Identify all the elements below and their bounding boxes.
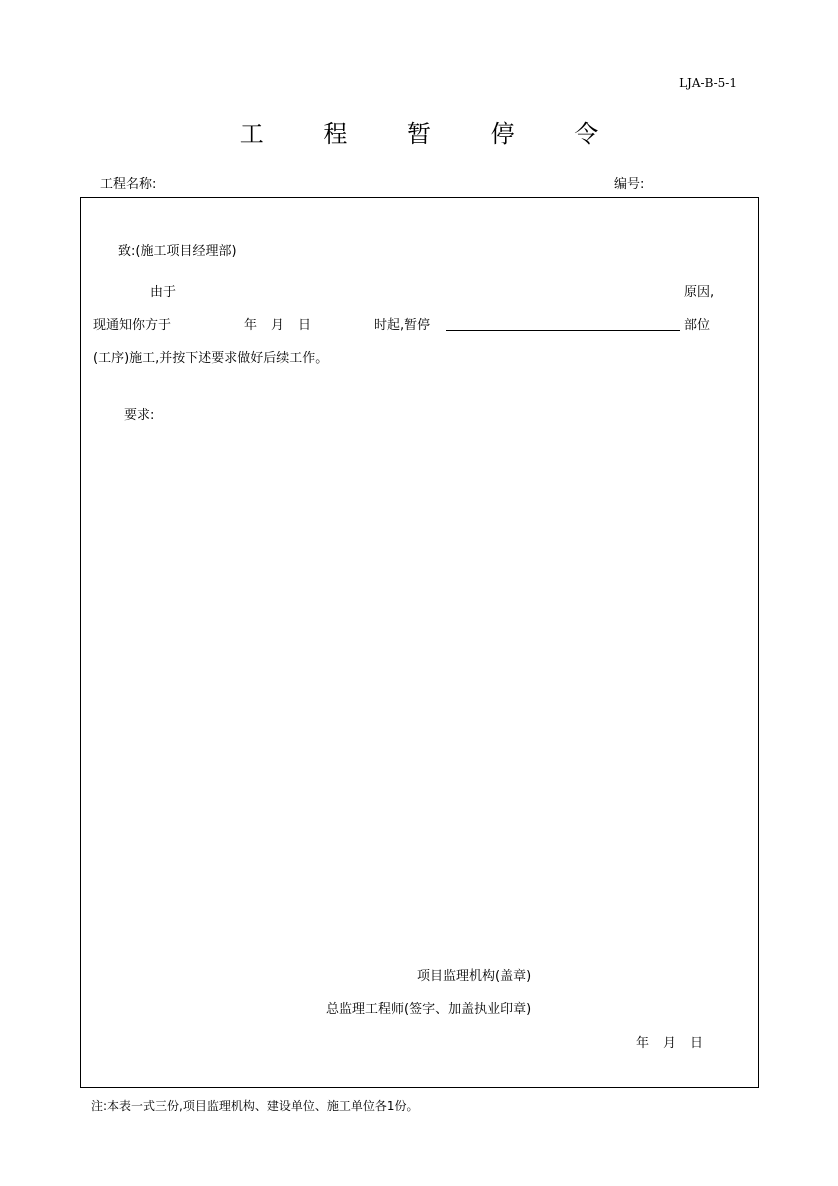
reason-suffix: 原因,: [684, 285, 715, 300]
continuation-text: (工序)施工,并按下述要求做好后续工作。: [93, 351, 329, 366]
notice-day: 日: [298, 318, 312, 333]
requirements-label: 要求:: [124, 408, 155, 423]
number-label: 编号:: [614, 177, 645, 192]
chief-engineer-signature: 总监理工程师(签字、加盖执业印章): [326, 1002, 532, 1017]
project-name-label: 工程名称:: [100, 177, 157, 192]
footnote: 注:本表一式三份,项目监理机构、建设单位、施工单位各1份。: [91, 1099, 419, 1113]
location-suffix: 部位: [684, 318, 711, 333]
suspend-from-text: 时起,暂停: [374, 318, 431, 333]
signature-day: 日: [690, 1036, 704, 1051]
location-blank-line: [446, 330, 680, 331]
form-box: [80, 197, 759, 1088]
notice-prefix: 现通知你方于: [93, 318, 172, 333]
notice-year: 年: [244, 318, 258, 333]
document-code: LJA-B-5-1: [679, 76, 737, 90]
signature-year: 年: [636, 1036, 650, 1051]
notice-month: 月: [271, 318, 285, 333]
signature-month: 月: [663, 1036, 677, 1051]
supervision-org-seal: 项目监理机构(盖章): [417, 969, 532, 984]
addressee-text: 致:(施工项目经理部): [118, 244, 237, 259]
document-title: 工 程 暂 停 令: [239, 120, 625, 148]
reason-prefix: 由于: [150, 285, 177, 300]
